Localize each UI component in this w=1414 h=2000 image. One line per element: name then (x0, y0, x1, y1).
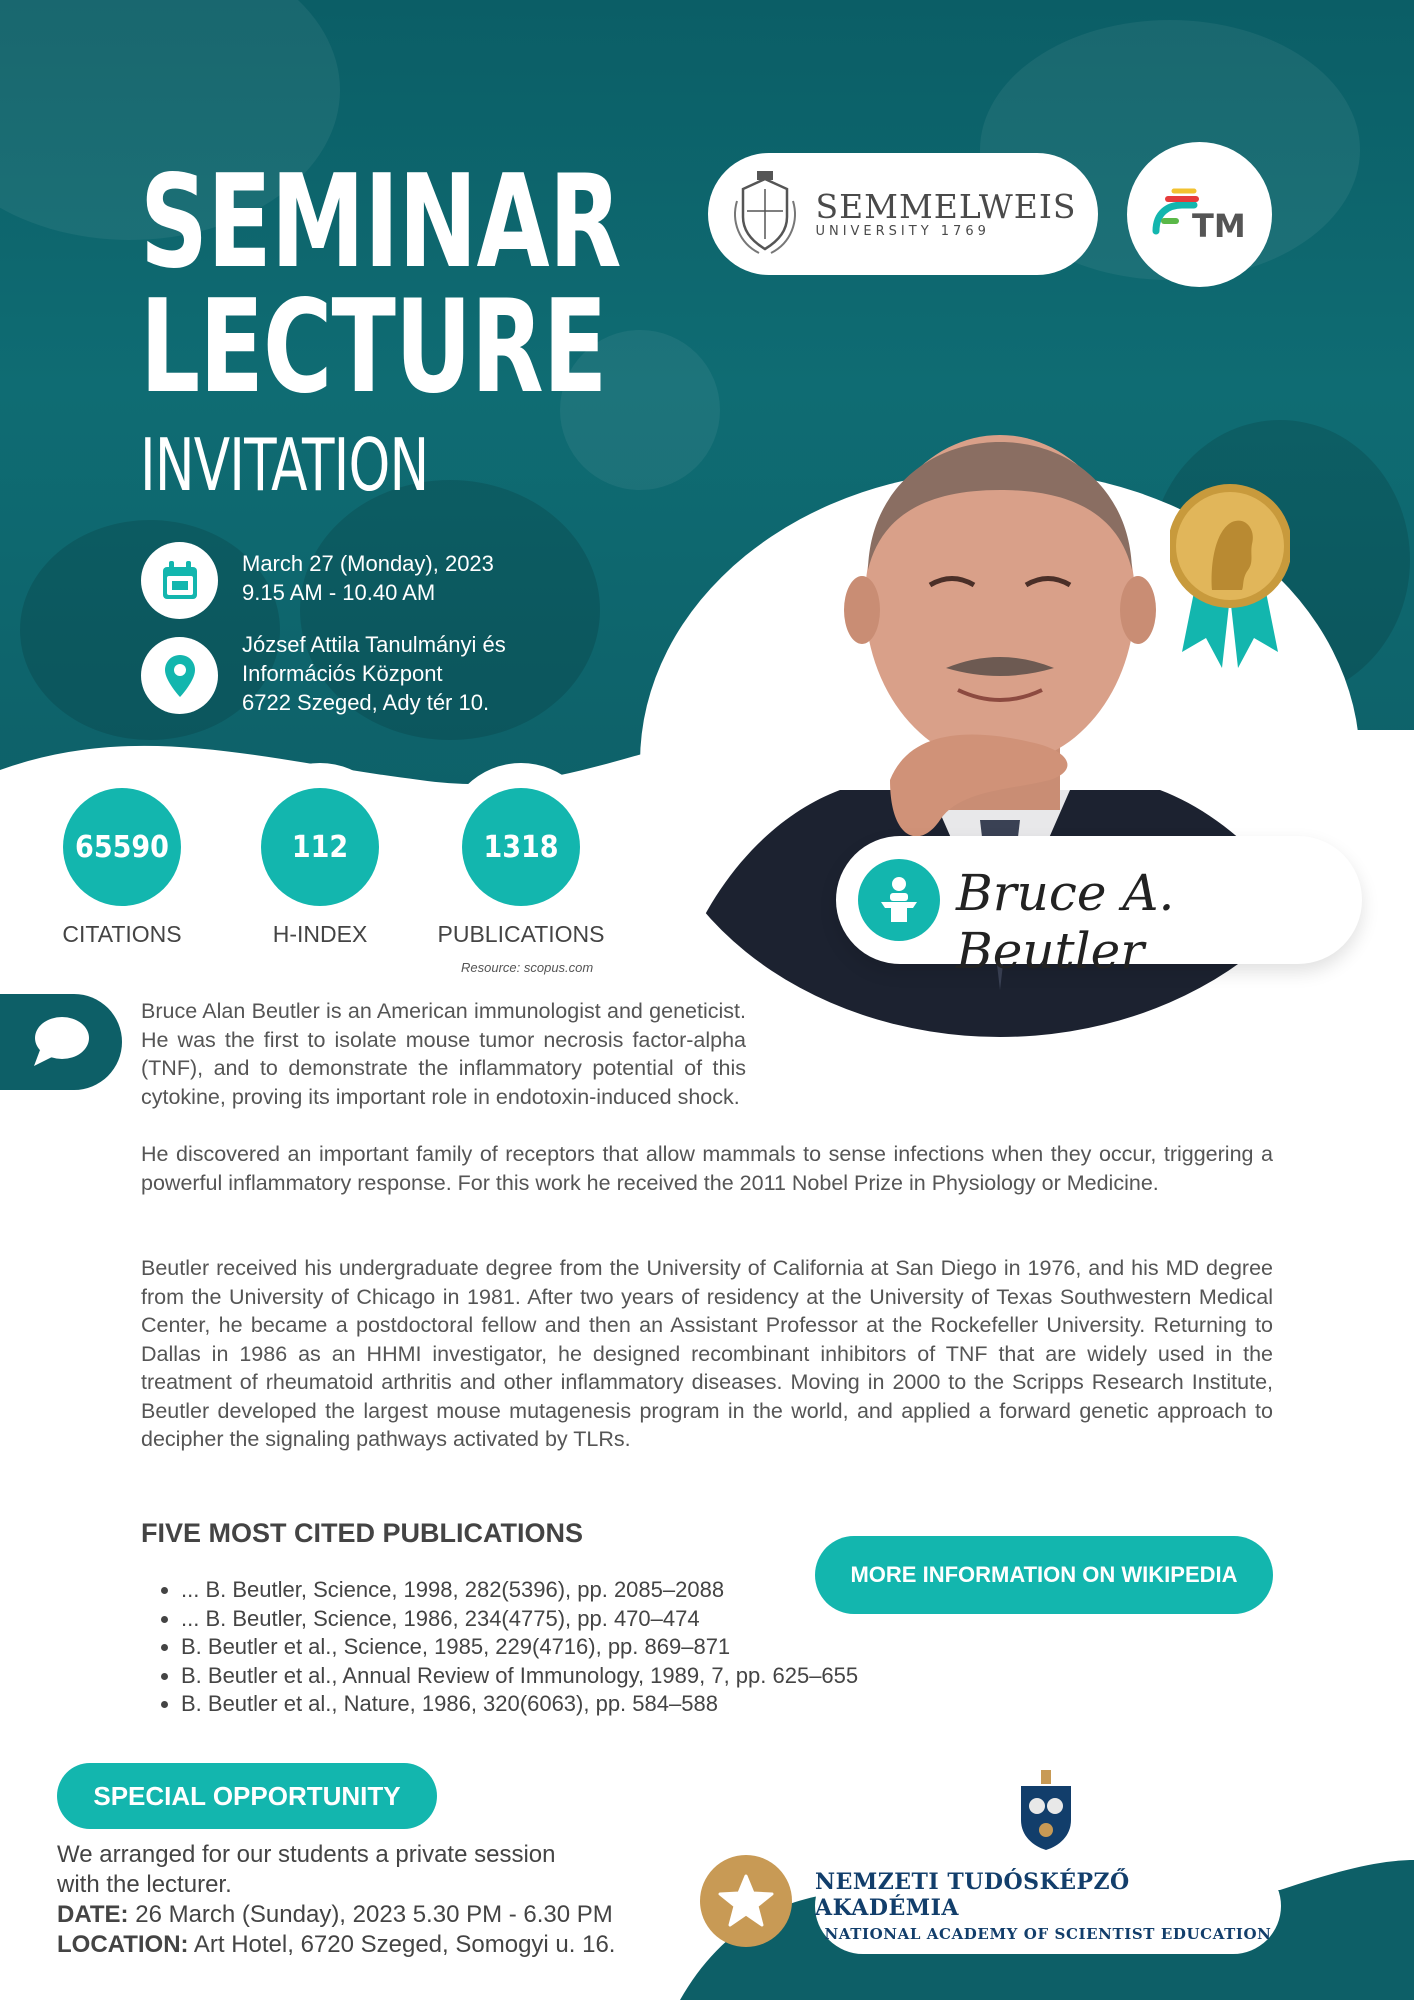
title-lecture: LECTURE (140, 273, 607, 422)
event-venue (242, 630, 506, 717)
venue-address: 6722 Szeged, Ady tér 10. (242, 690, 490, 715)
list-item: • ... B. Beutler, Science, 1986, 234(4775), pp. 470–474 (181, 1605, 858, 1634)
semmelweis-name: SEMMELWEIS (815, 186, 1077, 226)
citations-value: 65590 (63, 788, 181, 906)
stats-source: Resource: scopus.com (461, 960, 594, 975)
special-date (57, 1900, 697, 1930)
speech-bubble-icon (0, 994, 122, 1090)
event-datetime (242, 549, 494, 607)
tm-logo (1127, 142, 1272, 287)
location-value: Art Hotel, 6720 Szeged, Somogyi u. 16. (188, 1931, 616, 1958)
university-crest-icon (729, 171, 801, 257)
event-time: 9.15 AM - 10.40 AM (242, 580, 436, 605)
event-date: March 27 (Monday), 2023 (242, 551, 494, 576)
location-label: LOCATION: (57, 1931, 189, 1958)
location-pin-icon (141, 637, 218, 714)
bio-paragraph-1: Bruce Alan Beutler is an American immunologist and geneticist. He was the first to isolate mouse tumor necrosis factor-alpha (TNF), and to demonstrate the inflammatory potential of this cytokine, proving its important role in endotoxin-induced shock. (141, 999, 746, 1109)
list-item: • B. Beutler et al., Annual Review of Immunology, 1989, 7, pp. 625–655 (181, 1662, 858, 1691)
list-item: • B. Beutler et al., Nature, 1986, 320(6063), pp. 584–588 (181, 1690, 858, 1719)
citations-label: CITATIONS (62, 921, 182, 947)
venue-line: József Attila Tanulmányi és (242, 632, 506, 657)
publications-label: PUBLICATIONS (437, 921, 605, 947)
date-value: 26 March (Sunday), 2023 5.30 PM - 6.30 PM (128, 1901, 613, 1928)
academy-logo (815, 1858, 1281, 1954)
venue-line: Információs Központ (242, 661, 443, 686)
special-line: with the lecturer. (57, 1871, 232, 1898)
tm-logo-text: TM (1191, 206, 1246, 245)
special-location (57, 1930, 697, 1960)
publications-list (141, 1576, 858, 1719)
publications-title: FIVE MOST CITED PUBLICATIONS (141, 1518, 584, 1548)
date-label: DATE: (57, 1901, 129, 1928)
title-seminar: SEMINAR (140, 148, 621, 297)
bio-paragraph-2: He discovered an important family of receptors that allow mammals to sense infections when they occur, triggering a powerful inflammatory response. For this work he received the 2011 Nobel Prize in Physiology or Medicine. (141, 1142, 1273, 1195)
lectern-icon (858, 859, 940, 941)
publications-value: 1318 (462, 788, 580, 906)
h-index-value: 112 (261, 788, 379, 906)
semmelweis-sub: UNIVERSITY 1769 (815, 223, 990, 239)
bio-paragraph-3: Beutler received his undergraduate degree from the University of California at San Diego in 1976, and his MD degree from the University of Chicago in 1981. After two years of residency at the University of Texas Southwestern Medical Center, he became a postdoctoral fellow and then an Assistant Professor at the Rockefeller University. Returning to Dallas in 1986 as an HHMI investigator, he designed recombinant inhibitors of TNF that are widely used in the treatment of rheumatoid arthritis and other inflammatory diseases. Moving in 2000 to the Scripps Research Institute, Beutler developed the largest mouse mutagenesis program in the world, and applied a forward genetic approach to decipher the signaling pathways activated by TLRs. (141, 1256, 1273, 1451)
speaker-name-card (836, 836, 1362, 980)
title-invitation: INVITATION (140, 423, 429, 507)
star-icon (700, 1855, 792, 1947)
special-opportunity-text (57, 1840, 697, 1960)
wikipedia-button[interactable]: MORE INFORMATION ON WIKIPEDIA (815, 1536, 1273, 1614)
academy-name-en: NATIONAL ACADEMY OF SCIENTIST EDUCATION (824, 1925, 1272, 1943)
special-opportunity-button[interactable]: SPECIAL OPPORTUNITY (57, 1763, 437, 1829)
calendar-icon (141, 542, 218, 619)
list-item: • ... B. Beutler, Science, 1998, 282(5396), pp. 2085–2088 (181, 1576, 858, 1605)
academy-name-hu: NEMZETI TUDÓSKÉPZŐ AKADÉMIA (815, 1869, 1130, 1921)
h-index-label: H-INDEX (272, 921, 368, 947)
speaker-name: Bruce A. Beutler (956, 864, 1175, 980)
nobel-medal-icon (1170, 482, 1290, 672)
special-line: We arranged for our students a private session (57, 1841, 556, 1868)
semmelweis-logo (708, 153, 1098, 275)
list-item: • B. Beutler et al., Science, 1985, 229(4716), pp. 869–871 (181, 1633, 858, 1662)
academy-crest-icon (1015, 1770, 1077, 1852)
